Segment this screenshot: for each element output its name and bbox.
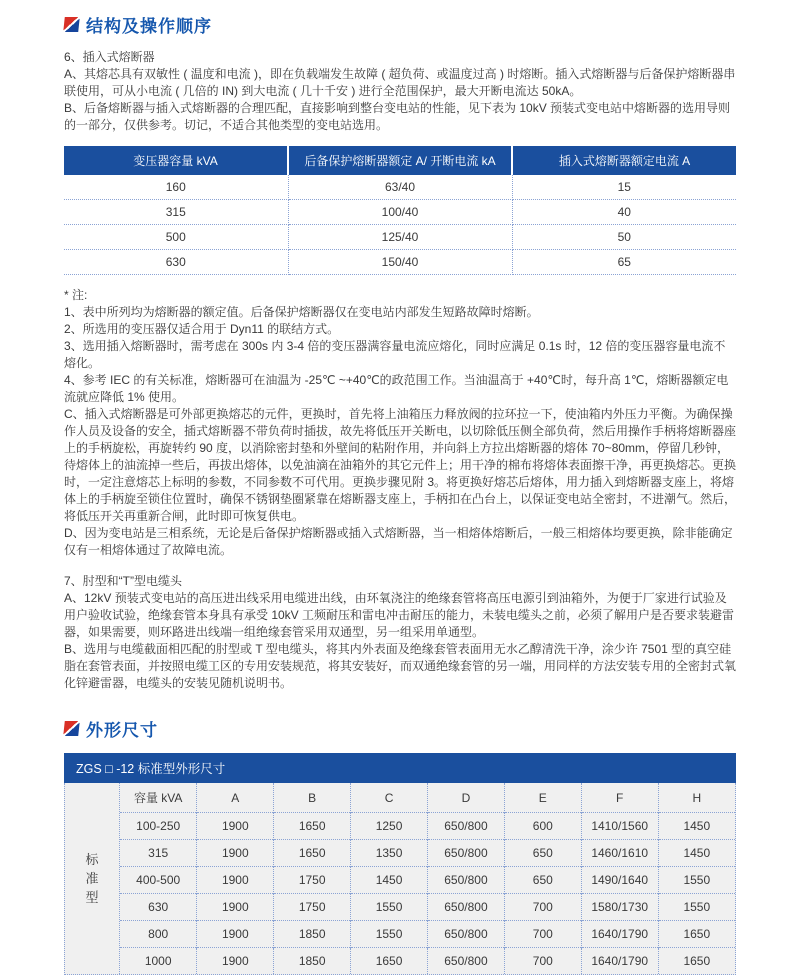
table-cell: 1900 (197, 840, 274, 867)
table-cell: 40 (512, 200, 736, 225)
table-cell: 650/800 (428, 813, 505, 840)
table-cell: 315 (64, 200, 288, 225)
table-cell: 700 (504, 921, 581, 948)
table-cell: 1900 (197, 813, 274, 840)
table-row (120, 921, 735, 948)
paragraph: B、后备熔断器与插入式熔断器的合理匹配，直接影响到整台变电站的性能，见下表为 10kV 预装式变电站中熔断器的选用导则的一部分，仅供参考。切记，不适合其他类型的变电站选用。 (64, 101, 731, 132)
dimension-table-head (120, 783, 735, 813)
fuse-table-head (64, 146, 736, 175)
table-cell: 1900 (197, 894, 274, 921)
table-row (120, 948, 735, 975)
paragraph: 3、选用插入熔断器时，需考虑在 300s 内 3-4 倍的变压器满容量电流应熔化，同时应满足 0.1s 时，12 倍的变压器容量电流不熔化。 (64, 339, 726, 370)
table-cell: 1000 (120, 948, 197, 975)
table-cell: 1460/1610 (581, 840, 658, 867)
table-cell: 125/40 (288, 225, 512, 250)
table-cell: 650/800 (428, 894, 505, 921)
table-cell: 65 (512, 250, 736, 275)
table-cell: 1650 (274, 813, 351, 840)
table-row (120, 813, 735, 840)
table-cell: 1850 (274, 948, 351, 975)
table-cell: 650/800 (428, 840, 505, 867)
table-cell: 1750 (274, 867, 351, 894)
table-cell: 700 (504, 894, 581, 921)
table-cell: 50 (512, 225, 736, 250)
paragraph: 6、插入式熔断器 (64, 50, 155, 64)
table-cell: 1900 (197, 921, 274, 948)
table-cell: 1550 (658, 894, 735, 921)
section-title: 结构及操作顺序 (86, 17, 212, 36)
column-header: 变压器容量 kVA (64, 146, 288, 175)
fuse-selection-table (64, 146, 736, 275)
column-header: H (658, 783, 735, 813)
table-cell: 650 (504, 840, 581, 867)
paragraph: A、其熔芯具有双敏性 ( 温度和电流 )，即在负载端发生故障 ( 超负荷、或温度过高 ) 时熔断。插入式熔断器与后备保护熔断器串联使用，可从小电流 ( 几倍的 IN) 到大电流 ( 几十千安 ) 进行全范围保护，最大开断电流达 50kA。 (64, 67, 736, 98)
table-cell: 800 (120, 921, 197, 948)
paragraph: A、12kV 预装式变电站的高压进出线采用电缆进出线，由环氧浇注的绝缘套管将高压电源引到油箱外，为便于厂家进行试验及用户验收试验，绝缘套管本身具有承受 10kV 工频耐压和雷电冲击耐压的能力，未装电缆头之前，必须了解用户是否要求装避雷器，如果需要，则环路进出线端一组绝缘套管采用双通型，另一组采用单通型。 (64, 591, 735, 639)
dimension-table (120, 783, 735, 974)
table-cell: 1900 (197, 867, 274, 894)
section-header-dimensions (64, 716, 736, 741)
table-row (120, 867, 735, 894)
column-header: F (581, 783, 658, 813)
notes-label: * 注: (64, 288, 88, 302)
table-row (64, 250, 736, 275)
table-row (120, 840, 735, 867)
fuse-intro-paragraphs (64, 49, 736, 134)
paragraph: 2、所选用的变压器仅适合用于 Dyn11 的联结方式。 (64, 322, 340, 336)
table-cell: 63/40 (288, 175, 512, 200)
section-marker-icon (63, 721, 80, 736)
table-row (64, 175, 736, 200)
paragraph: D、因为变电站是三相系统，无论是后备保护熔断器或插入式熔断器，当一相熔体熔断后，一般三相熔体均要更换，除非能确定仅有一相熔体通过了故障电流。 (64, 526, 733, 557)
table-cell: 650/800 (428, 867, 505, 894)
dimension-table-rows (120, 813, 735, 975)
paragraph: 4、参考 IEC 的有关标准，熔断器可在油温为 -25℃ ~+40℃的政范围工作。当油温高于 +40℃时，每升高 1℃，熔断器额定电流就应降低 1% 使用。 (64, 373, 729, 404)
table-cell: 400-500 (120, 867, 197, 894)
paragraph: 7、肘型和“T”型电缆头 (64, 574, 182, 588)
table-row (64, 200, 736, 225)
column-header: C (351, 783, 428, 813)
table-cell: 650/800 (428, 948, 505, 975)
table-cell: 1350 (351, 840, 428, 867)
table-cell: 1650 (274, 840, 351, 867)
table-cell: 1650 (351, 948, 428, 975)
dimension-table-body (64, 783, 736, 975)
cable-head-paragraphs (64, 573, 736, 692)
table-cell: 630 (120, 894, 197, 921)
table-cell: 650/800 (428, 921, 505, 948)
table-cell: 1410/1560 (581, 813, 658, 840)
column-header: A (197, 783, 274, 813)
table-cell: 160 (64, 175, 288, 200)
row-group-column (65, 783, 120, 974)
table-cell: 650 (504, 867, 581, 894)
table-row (64, 225, 736, 250)
row-group-label: 标准型 (85, 852, 99, 905)
column-header: D (428, 783, 505, 813)
notes-list (64, 304, 736, 559)
notes-block (64, 287, 736, 559)
paragraph: C、插入式熔断器是可外部更换熔芯的元件，更换时，首先将上油箱压力释放阀的拉环拉一下，使油箱内外压力平衡。为确保操作人员及设备的安全，插式熔断器不带负荷时插拔，故先将低压开关断电，以切除低压侧全部负荷，然后用操作手柄将熔断器座上的手柄旋松，再旋转约 90 度，以消除密封垫和外壁间的粘附作用，并向斜上方拉出熔断器的熔体 70~80mm，停留几秒钟，待熔体上的油流掉一些后，再拔出熔体，以免油滴在油箱外的其它元件上；用干净的棉布将熔体表面擦干净，再更换熔芯。更换时，一定注意熔芯上标明的参数，不同参数不可代用。更换步骤见附 3。将更换好熔芯后熔体，用力插入到熔断器支座上，将熔体上的手柄旋至锁住位置时，确保不锈钢垫圈紧靠在熔断器支座上，手柄扣在凸台上，以保证变电站全密封，不进潮气。然后，将低压开关再重新合闸，此时即可恢复供电。 (64, 407, 737, 523)
table-cell: 1450 (658, 840, 735, 867)
column-header: B (274, 783, 351, 813)
table-cell: 1490/1640 (581, 867, 658, 894)
table-cell: 1650 (658, 948, 735, 975)
header-row (64, 146, 736, 175)
table-cell: 1250 (351, 813, 428, 840)
dimension-table-caption: ZGS □ -12 标准型外形尺寸 (64, 753, 736, 783)
table-cell: 600 (504, 813, 581, 840)
section-title: 外形尺寸 (86, 721, 158, 740)
table-cell: 315 (120, 840, 197, 867)
table-cell: 1750 (274, 894, 351, 921)
column-header: 容量 kVA (133, 791, 183, 805)
table-cell: 1550 (658, 867, 735, 894)
table-cell: 100-250 (120, 813, 197, 840)
table-cell: 500 (64, 225, 288, 250)
dimension-table-wrap (64, 753, 736, 975)
column-header: E (504, 783, 581, 813)
column-header: 插入式熔断器额定电流 A (512, 146, 736, 175)
table-row (120, 894, 735, 921)
table-cell: 1550 (351, 894, 428, 921)
table-cell: 1850 (274, 921, 351, 948)
table-cell: 1640/1790 (581, 948, 658, 975)
table-cell: 1900 (197, 948, 274, 975)
table-cell: 1450 (658, 813, 735, 840)
table-cell: 700 (504, 948, 581, 975)
header-row (120, 783, 735, 813)
fuse-table-body (64, 175, 736, 275)
paragraph: B、选用与电缆截面相匹配的肘型或 T 型电缆头，将其内外表面及绝缘套管表面用无水乙醇清洗干净，涂少许 7501 型的真空硅脂在套管表面，并按照电缆工区的专用安装规范，将其安装好，而双通绝缘套管的另一端，用同样的方法安装专用的全密封式氧化锌避雷器，电缆头的安装见随机说明书。 (64, 642, 737, 690)
section-marker-icon (63, 17, 80, 32)
column-header: 后备保护熔断器额定 A/ 开断电流 kA (288, 146, 512, 175)
table-cell: 100/40 (288, 200, 512, 225)
table-cell: 1650 (658, 921, 735, 948)
table-cell: 1640/1790 (581, 921, 658, 948)
section-header-structure (64, 12, 736, 37)
paragraph: 1、表中所列均为熔断器的额定值。后备保护熔断器仅在变电站内部发生短路故障时熔断。 (64, 305, 539, 319)
table-cell: 15 (512, 175, 736, 200)
table-cell: 1550 (351, 921, 428, 948)
table-cell: 1450 (351, 867, 428, 894)
table-cell: 150/40 (288, 250, 512, 275)
table-cell: 1580/1730 (581, 894, 658, 921)
table-cell: 630 (64, 250, 288, 275)
